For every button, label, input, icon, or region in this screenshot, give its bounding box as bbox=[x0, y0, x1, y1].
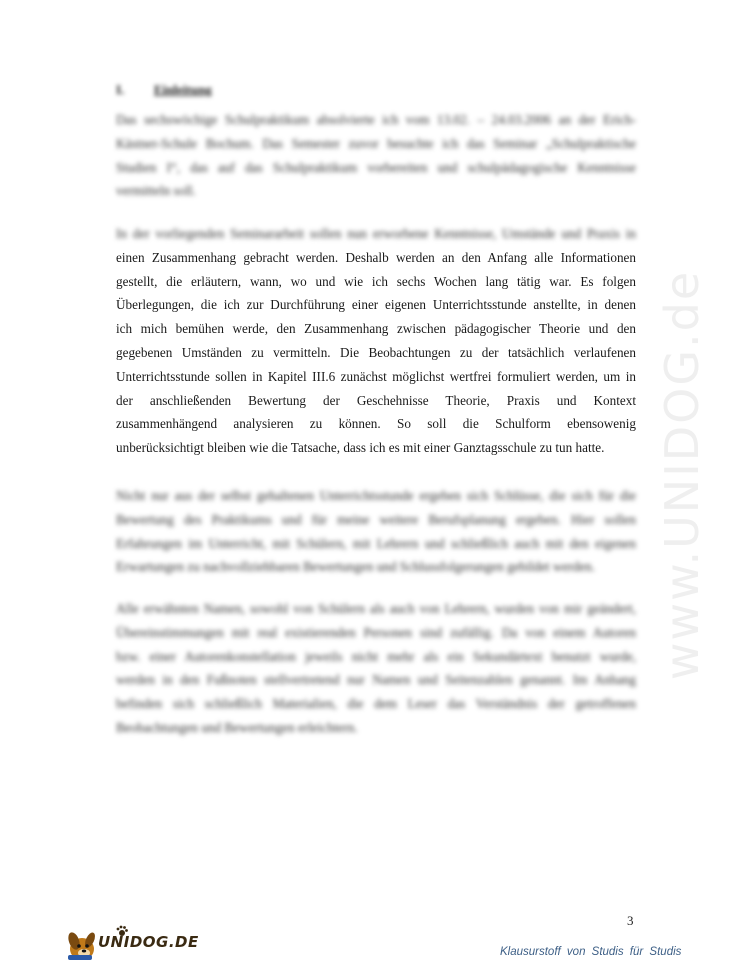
text-line: einen Zusammenhang gebracht werden. Deshalb werden an den Anfang alle Informationen bbox=[116, 249, 636, 265]
text-line: Nicht nur aus der selbst gehaltenen Unterrichtsstunde ergeben sich Schlüsse, die sich für die bbox=[116, 488, 636, 503]
watermark: www.UNIDOG.de bbox=[655, 269, 709, 681]
footer-slogan: Klausurstoff von Studis für Studis bbox=[500, 946, 682, 958]
paragraph-4 bbox=[116, 597, 636, 740]
text-line: Überlegungen, die ich zur Durchführung einer eigenen Unterrichtsstunde anstellte, in denen bbox=[116, 297, 636, 313]
section-title: Einleitung bbox=[154, 82, 212, 97]
text-line: bzw. einer Autorenkonstellation jeweils nicht mehr als ein Sekundärtext benutzt wurde, bbox=[116, 648, 636, 664]
text-line: gegebenen Umständen zu vermitteln. Die Beobachtungen zu der tatsächlich verlaufenen bbox=[116, 344, 636, 360]
text-line: In der vorliegenden Seminararbeit sollen nun erworbene Kenntnisse, Umstände und Praxis in bbox=[116, 226, 636, 241]
text-line: zusammenhängend analysieren zu können. So soll die Schulform ebensowenig bbox=[116, 416, 636, 432]
text-line: Beobachtungen und Bewertungen erleichtern. bbox=[116, 719, 358, 735]
text-line: Studien I“, das auf das Schulpraktikum vorbereiten und schulpädagogische Kenntnisse bbox=[116, 159, 636, 175]
logo-text: UNIDOG.DE bbox=[98, 933, 199, 951]
text-line: unberücksichtigt bleiben wie die Tatsache, dass ich es mit einer Ganztagsschule zu tun hatte. bbox=[116, 440, 605, 456]
text-line: Alle erwähnten Namen, sowohl von Schülern als auch von Lehrern, wurden von mir geändert, bbox=[116, 601, 636, 616]
text-line: Bewertung des Praktikums und für meine weitere Berufsplanung ergeben. Hier sollen bbox=[116, 511, 636, 527]
text-line: Das sechswöchige Schulpraktikum absolvierte ich vom 13.02. – 24.03.2006 an der Erich- bbox=[116, 112, 636, 127]
text-line: Erwartungen zu nachvollziehbaren Bewertungen und Schlussfolgerungen gebildet werden. bbox=[116, 559, 595, 575]
page-number: 3 bbox=[627, 913, 634, 928]
text-line: befinden sich schließlich Materialien, die dem Leser das Verständnis der getroffenen bbox=[116, 696, 636, 712]
text-line: ich mich bemühen werde, den Zusammenhang zwischen pädagogischer Theorie und den bbox=[116, 321, 636, 337]
paragraph-2 bbox=[116, 222, 636, 460]
section-number: I. bbox=[116, 82, 125, 97]
text-line: Erfahrungen im Unterricht, mit Schülern, mit Lehrern und schließlich auch mit den eigenen bbox=[116, 535, 636, 551]
unidog-logo bbox=[64, 925, 199, 965]
paragraph-3 bbox=[116, 484, 636, 579]
paragraph-1 bbox=[116, 108, 636, 203]
text-line: Kästner-Schule Bochum. Das Semester zuvor besuchte ich das Seminar „Schulpraktische bbox=[116, 135, 636, 151]
text-line: Übereinstimmungen mit real existierenden Personen sind zufällig. Da von einem Autoren bbox=[116, 624, 636, 640]
text-line: gestellt, die erläutern, wann, wo und wie ich sechs Wochen lang tätig war. Es folgen bbox=[116, 273, 636, 289]
text-line: der anschließenden Bewertung der Geschehnisse Theorie, Praxis und Kontext bbox=[116, 392, 636, 408]
text-line: vermitteln soll. bbox=[116, 183, 196, 199]
section-heading bbox=[116, 82, 212, 98]
text-line: werden in den Fußnoten stellvertretend nur Namen und Seitenzahlen genannt. Im Anhang bbox=[116, 672, 636, 688]
text-line: Unterrichtsstunde sollen in Kapitel III.6 zunächst möglichst wertfrei formuliert werden, um in bbox=[116, 368, 636, 384]
